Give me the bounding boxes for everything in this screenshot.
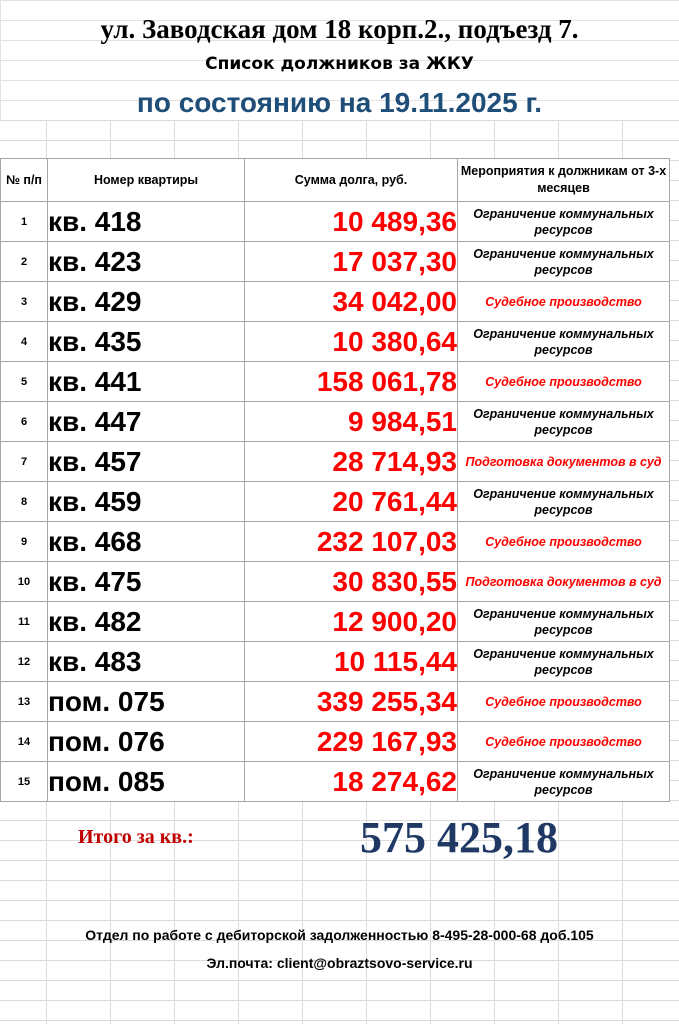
table-header-row [1,159,670,202]
debt-action: Ограничение коммунальных ресурсов [458,202,670,242]
table-row [1,362,670,402]
row-number: 2 [1,242,48,282]
apartment-number: кв. 423 [48,242,245,282]
debt-action: Судебное производство [458,682,670,722]
debt-action: Ограничение коммунальных ресурсов [458,482,670,522]
table-row [1,762,670,802]
address-title: ул. Заводская дом 18 корп.2., подъезд 7. [100,14,579,44]
table-row [1,322,670,362]
row-number: 7 [1,442,48,482]
table-row [1,202,670,242]
debt-action: Ограничение коммунальных ресурсов [458,762,670,802]
debt-amount: 9 984,51 [245,402,458,442]
apartment-number: кв. 482 [48,602,245,642]
debt-amount: 17 037,30 [245,242,458,282]
row-number: 4 [1,322,48,362]
row-number: 1 [1,202,48,242]
debt-action: Ограничение коммунальных ресурсов [458,402,670,442]
debt-amount: 229 167,93 [245,722,458,762]
apartment-number: кв. 429 [48,282,245,322]
debt-amount: 28 714,93 [245,442,458,482]
table-row [1,642,670,682]
row-number: 6 [1,402,48,442]
row-number: 11 [1,602,48,642]
table-row [1,522,670,562]
apartment-number: кв. 435 [48,322,245,362]
table-row [1,442,670,482]
table-row [1,482,670,522]
row-number: 15 [1,762,48,802]
table-row [1,682,670,722]
debt-amount: 10 115,44 [245,642,458,682]
row-number: 5 [1,362,48,402]
debt-amount: 34 042,00 [245,282,458,322]
apartment-number: кв. 418 [48,202,245,242]
debt-action: Судебное производство [458,722,670,762]
debtors-table [0,158,670,802]
debt-amount: 20 761,44 [245,482,458,522]
table-row [1,562,670,602]
debt-action: Ограничение коммунальных ресурсов [458,602,670,642]
table-body [1,202,670,802]
debt-action: Подготовка документов в суд [458,562,670,602]
debt-action: Ограничение коммунальных ресурсов [458,242,670,282]
total-label: Итого за кв.: [78,826,194,848]
apartment-number: кв. 457 [48,442,245,482]
total-value: 575 425,18 [360,813,558,862]
debt-amount: 12 900,20 [245,602,458,642]
department-contact: Отдел по работе с дебиторской задолженностью 8-495-28-000-68 доб.105 [85,927,594,943]
apartment-number: кв. 441 [48,362,245,402]
debt-amount: 232 107,03 [245,522,458,562]
column-header-number: № п/п [1,159,48,202]
apartment-number: пом. 085 [48,762,245,802]
table-row [1,602,670,642]
debt-amount: 158 061,78 [245,362,458,402]
apartment-number: пом. 076 [48,722,245,762]
apartment-number: пом. 075 [48,682,245,722]
row-number: 12 [1,642,48,682]
table-row [1,402,670,442]
table-row [1,722,670,762]
debt-amount: 18 274,62 [245,762,458,802]
row-number: 3 [1,282,48,322]
debt-amount: 30 830,55 [245,562,458,602]
table-row [1,282,670,322]
debt-amount: 10 489,36 [245,202,458,242]
debt-action: Судебное производство [458,522,670,562]
apartment-number: кв. 459 [48,482,245,522]
debt-action: Судебное производство [458,282,670,322]
apartment-number: кв. 475 [48,562,245,602]
row-number: 13 [1,682,48,722]
debt-action: Подготовка документов в суд [458,442,670,482]
apartment-number: кв. 468 [48,522,245,562]
row-number: 8 [1,482,48,522]
debt-amount: 10 380,64 [245,322,458,362]
debt-action: Судебное производство [458,362,670,402]
row-number: 10 [1,562,48,602]
debt-amount: 339 255,34 [245,682,458,722]
as-of-date-title: по состоянию на 19.11.2025 г. [136,87,543,118]
table-row [1,242,670,282]
column-header-apartment: Номер квартиры [48,159,245,202]
row-number: 9 [1,522,48,562]
row-number: 14 [1,722,48,762]
list-title: Список должников за ЖКУ [205,54,474,74]
apartment-number: кв. 483 [48,642,245,682]
column-header-action: Мероприятия к должникам от 3-х месяцев [458,159,670,202]
debt-action: Ограничение коммунальных ресурсов [458,322,670,362]
column-header-amount: Сумма долга, руб. [245,159,458,202]
debt-action: Ограничение коммунальных ресурсов [458,642,670,682]
apartment-number: кв. 447 [48,402,245,442]
email-contact: Эл.почта: client@obraztsovo-service.ru [206,955,473,971]
